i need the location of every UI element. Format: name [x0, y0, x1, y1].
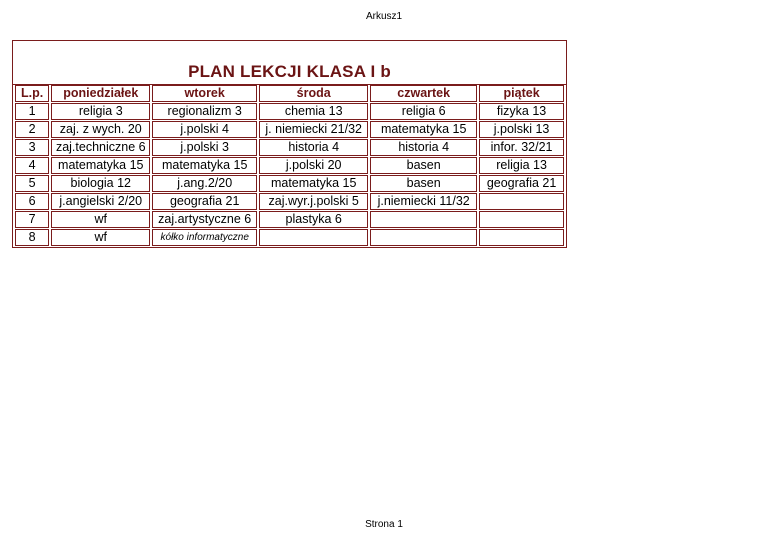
cell: matematyka 15 [259, 175, 368, 192]
cell: zaj.wyr.j.polski 5 [259, 193, 368, 210]
cell: 7 [15, 211, 49, 228]
table-row [15, 193, 564, 210]
cell: plastyka 6 [259, 211, 368, 228]
table-row [15, 103, 564, 120]
cell: geografia 21 [152, 193, 257, 210]
cell [479, 229, 564, 246]
cell: religia 13 [479, 157, 564, 174]
cell: matematyka 15 [152, 157, 257, 174]
cell: j.angielski 2/20 [51, 193, 150, 210]
cell [370, 229, 477, 246]
cell: basen [370, 175, 477, 192]
header-lp: L.p. [15, 85, 49, 102]
timetable-table [13, 84, 566, 247]
cell: j. niemiecki 21/32 [259, 121, 368, 138]
cell [370, 211, 477, 228]
cell: 3 [15, 139, 49, 156]
header-thursday: czwartek [370, 85, 477, 102]
title-row [13, 41, 566, 85]
cell: chemia 13 [259, 103, 368, 120]
cell: matematyka 15 [51, 157, 150, 174]
cell: wf [51, 229, 150, 246]
cell [259, 229, 368, 246]
header-monday: poniedziałek [51, 85, 150, 102]
cell: 2 [15, 121, 49, 138]
cell: historia 4 [370, 139, 477, 156]
cell: j.polski 4 [152, 121, 257, 138]
cell: religia 3 [51, 103, 150, 120]
cell: zaj. z wych. 20 [51, 121, 150, 138]
table-row [15, 175, 564, 192]
cell: 8 [15, 229, 49, 246]
table-row [15, 139, 564, 156]
cell: wf [51, 211, 150, 228]
table-row [15, 229, 564, 246]
cell: fizyka 13 [479, 103, 564, 120]
header-friday: piątek [479, 85, 564, 102]
cell: 1 [15, 103, 49, 120]
cell: 6 [15, 193, 49, 210]
cell: religia 6 [370, 103, 477, 120]
header-row [15, 85, 564, 102]
table-row [15, 211, 564, 228]
cell: j.polski 13 [479, 121, 564, 138]
cell: geografia 21 [479, 175, 564, 192]
page-footer: Strona 1 [365, 519, 403, 530]
cell: biologia 12 [51, 175, 150, 192]
timetable-title: PLAN LEKCJI KLASA I b [188, 62, 391, 81]
cell [479, 211, 564, 228]
cell: infor. 32/21 [479, 139, 564, 156]
header-tuesday: wtorek [152, 85, 257, 102]
cell: kółko informatyczne [152, 229, 257, 246]
header-wednesday: środa [259, 85, 368, 102]
cell: historia 4 [259, 139, 368, 156]
cell: matematyka 15 [370, 121, 477, 138]
cell: j.ang.2/20 [152, 175, 257, 192]
cell [479, 193, 564, 210]
table-row [15, 157, 564, 174]
cell: j.polski 3 [152, 139, 257, 156]
cell: zaj.techniczne 6 [51, 139, 150, 156]
cell: basen [370, 157, 477, 174]
cell: zaj.artystyczne 6 [152, 211, 257, 228]
page-header: Arkusz1 [365, 11, 403, 22]
table-row [15, 121, 564, 138]
cell: j.polski 20 [259, 157, 368, 174]
cell: regionalizm 3 [152, 103, 257, 120]
timetable-sheet [12, 40, 567, 248]
cell: 5 [15, 175, 49, 192]
cell: j.niemiecki 11/32 [370, 193, 477, 210]
cell: 4 [15, 157, 49, 174]
